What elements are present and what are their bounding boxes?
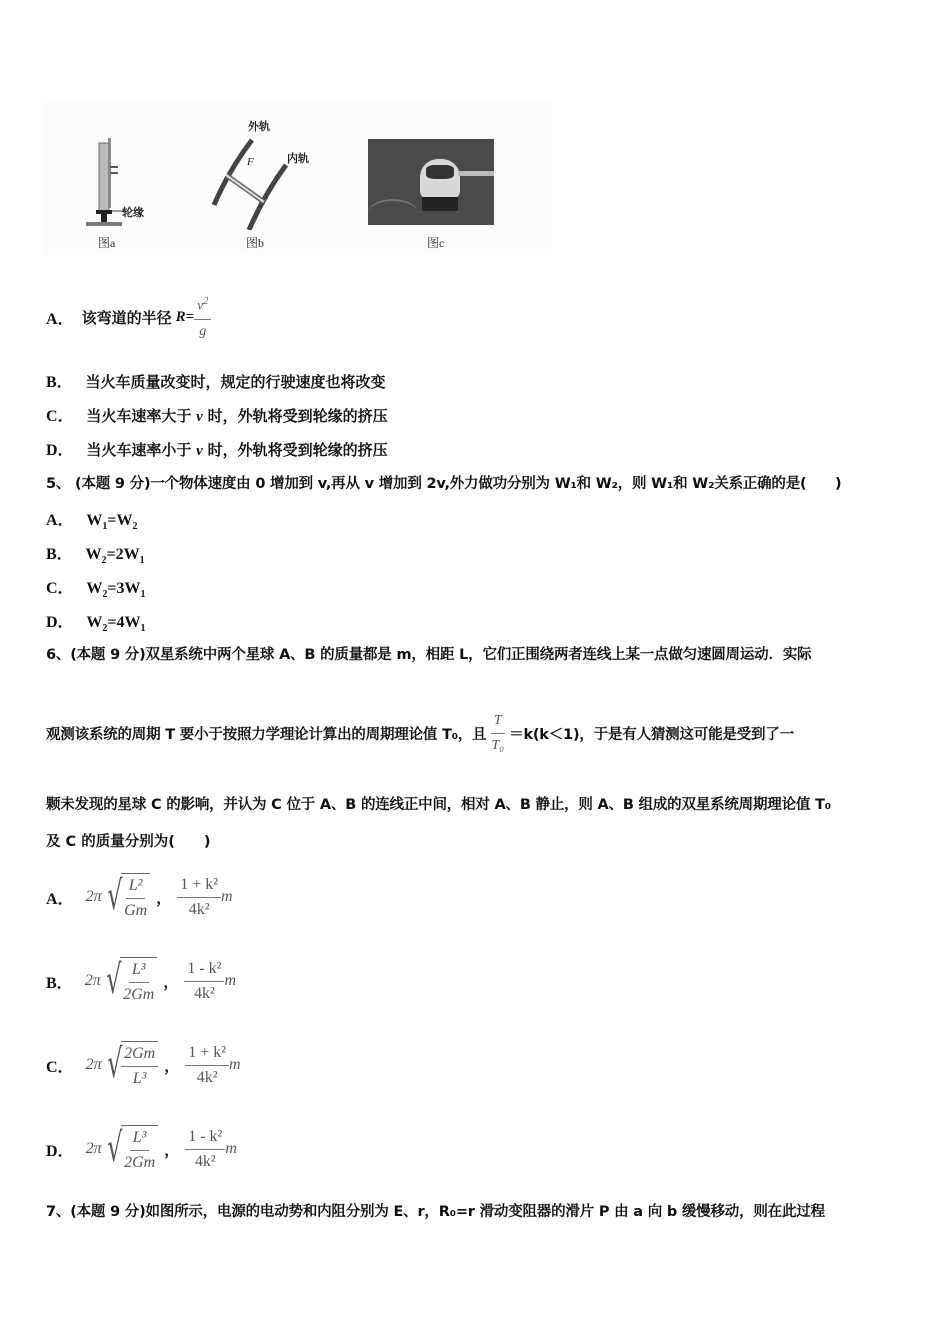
sqrt-expression: √ $\frac{\text{L²}}{Gm}$	[102, 873, 151, 921]
option-letter: B．	[46, 374, 73, 391]
q6-option-b[interactable]: B． 2π √ $\frac{\text{L³}}{2Gm}$ ， $\frac{\text{1 - k²}}{\text{4k²}}$ m	[46, 957, 237, 1003]
q6-option-a[interactable]: A． 2π √ $\frac{\text{L²}}{Gm}$ ， $\frac{\text{1 + k²}}{\text{4k²}}$ m	[46, 873, 233, 919]
q6-stem-line3: 颗未发现的星球 C 的影响，并认为 C 位于 A、B 的连线正中间，相对 A、B 静止，则 A、B 组成的双星系统周期理论值 T₀	[46, 797, 831, 813]
force-label: F	[247, 156, 254, 168]
option-letter: A．	[46, 890, 74, 908]
mass-fraction: $\frac{\text{1 - k²}}{\text{4k²}}$	[184, 959, 224, 1004]
q6-stem-line1: 6、(本题 9 分)双星系统中两个星球 A、B 的质量都是 m，相距 L，它们正围绕两者连线上某一点做匀速圆周运动．实际	[46, 647, 812, 663]
q7-stem-line1: 7、(本题 9 分)如图所示，电源的电动势和内阻分别为 E、r，R₀=r 滑动变阻器的滑片 P 由 a 向 b 缓慢移动，则在此过程	[46, 1204, 825, 1220]
v2-over-g-fraction: $\frac{v^2}{g}$	[194, 292, 211, 342]
q4-option-b[interactable]	[46, 369, 385, 392]
q4-option-c[interactable]	[46, 403, 388, 426]
mass-fraction: $\frac{\text{1 - k²}}{\text{4k²}}$	[185, 1127, 225, 1172]
mass-fraction: $\frac{\text{1 + k²}}{\text{4k²}}$	[185, 1043, 229, 1088]
q4-option-a[interactable]	[46, 287, 211, 347]
figure-b-caption: 图b	[246, 236, 265, 250]
figure-strip	[44, 100, 552, 255]
option-letter: D．	[46, 614, 74, 631]
t-over-t0-fraction: $\frac{T}{\text{T₀}}$	[491, 712, 505, 753]
q5-option-d[interactable]: D． $W_2=4W_1$	[46, 614, 146, 635]
q6-stem-line4: 及 C 的质量分别为( )	[46, 834, 211, 850]
velocity-var: v	[196, 409, 203, 425]
outer-rail-label: 外轨	[248, 120, 270, 133]
velocity-var: v	[196, 443, 203, 459]
rails-force-diagram	[204, 130, 314, 230]
option-text: 当火车质量改变时，规定的行驶速度也将改变	[85, 373, 386, 391]
figure-c-caption: 图c	[427, 236, 445, 250]
sqrt-expression: √ $\frac{\text{L³}}{2Gm}$	[101, 957, 158, 1005]
option-letter: B．	[46, 546, 73, 563]
q6-option-d[interactable]: D． 2π √ $\frac{\text{L³}}{2Gm}$ ， $\frac{\text{1 - k²}}{\text{4k²}}$ m	[46, 1125, 237, 1171]
q6-option-c[interactable]: C． 2π √ $\frac{2Gm}{\text{L³}}$ ， $\frac{\text{1 + k²}}{\text{4k²}}$ m	[46, 1041, 241, 1087]
q5-option-c[interactable]: C． $W_2=3W_1$	[46, 580, 146, 601]
option-letter: D．	[46, 442, 74, 459]
q4-option-d[interactable]	[46, 437, 388, 460]
mass-fraction: $\frac{\text{1 + k²}}{\text{4k²}}$	[177, 875, 221, 920]
flange-label: 轮缘	[122, 206, 144, 219]
option-letter: A．	[46, 310, 74, 328]
sqrt-expression: √ $\frac{\text{L³}}{2Gm}$	[102, 1125, 159, 1173]
radius-var: R=	[175, 308, 195, 325]
q6-stem-line2: 观测该系统的周期 T 要小于按照力学理论计算出的周期理论值 T₀，且 $\frac{T}{\text{T₀}}$ ＝k(k＜1)，于是有人猜测这可能是受到了一	[46, 705, 794, 761]
option-text: 时，外轨将受到轮缘的挤压	[207, 407, 388, 425]
sqrt-expression: √ $\frac{2Gm}{\text{L³}}$	[102, 1041, 159, 1089]
figure-a-caption: 图a	[98, 236, 116, 250]
option-text: 当火车速率大于	[86, 407, 192, 425]
option-letter: C．	[46, 580, 74, 597]
option-text: 该弯道的半径	[81, 308, 172, 327]
option-letter: A．	[46, 512, 74, 529]
inner-rail-label: 内轨	[287, 152, 309, 165]
option-text: 当火车速率小于	[86, 441, 192, 459]
q5-option-b[interactable]: B． $W_2=2W_1$	[46, 546, 145, 567]
option-text: 时，外轨将受到轮缘的挤压	[207, 441, 388, 459]
option-letter: D．	[46, 1142, 74, 1160]
option-letter: B．	[46, 974, 73, 992]
option-letter: C．	[46, 1058, 74, 1076]
train-photo	[368, 139, 494, 225]
q5-stem: 5、 (本题 9 分)一个物体速度由 0 增加到 v,再从 v 增加到 2v,外力做功分别为 W₁和 W₂，则 W₁和 W₂关系正确的是( )	[46, 476, 842, 492]
option-letter: C．	[46, 408, 74, 425]
q5-option-a[interactable]: A． $W_1=W_2$	[46, 512, 138, 533]
